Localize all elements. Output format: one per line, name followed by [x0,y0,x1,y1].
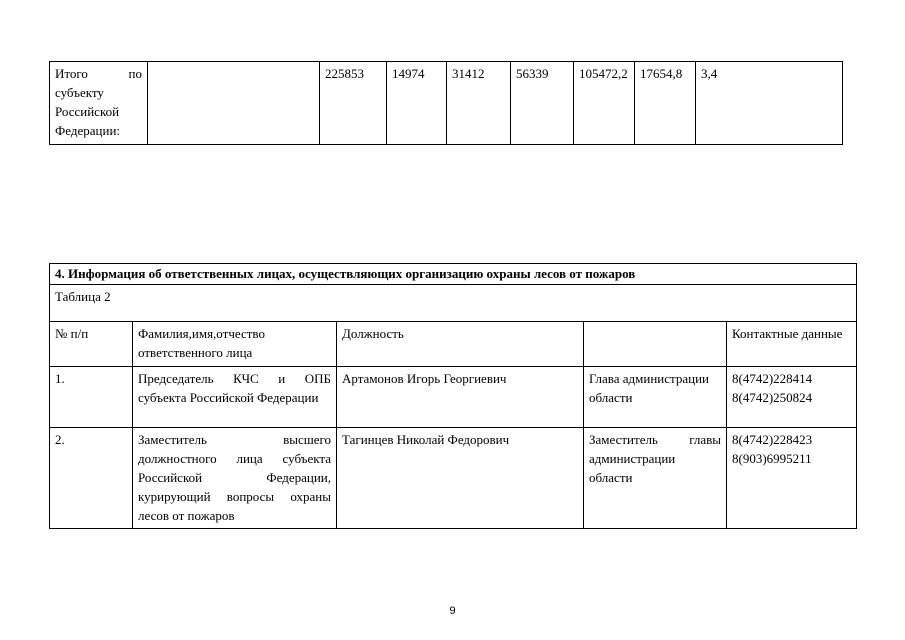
totals-value-cell: 225853 [320,62,387,145]
header-position: Должность [337,322,584,367]
row-name: Тагинцев Николай Федорович [337,428,584,529]
totals-label-line: Российской [55,104,120,119]
totals-value-cell: 105472,2 [574,62,635,145]
row-contacts: 8(4742)228423 8(903)6995211 [727,428,857,529]
row-role: Заместитель высшего должностного лица субъекта Российской Федерации, курирующий вопросы охраны лесов от пожаров [133,428,337,529]
header-contacts: Контактные данные [727,322,857,367]
row-contacts: 8(4742)228414 8(4742)250824 [727,367,857,428]
totals-label-cell [50,62,148,145]
table-row [50,367,857,428]
header-name: Фамилия,имя,отчество ответственного лица [133,322,337,367]
totals-label-line: Федерации: [55,123,121,138]
row-position: Заместитель главы администрации области [584,428,727,529]
section-title-row [50,264,857,285]
table-caption-row [50,285,857,322]
row-position: Глава администрации области [584,367,727,428]
totals-label-line [55,64,142,83]
totals-value-cell: 3,4 [696,62,843,145]
totals-empty-cell [148,62,320,145]
totals-table [49,61,843,145]
totals-label-word: Итого [55,66,88,81]
page-number: 9 [449,605,456,617]
table-caption: Таблица 2 [50,285,857,322]
totals-label-line: субъекту [55,85,104,100]
table-row [50,428,857,529]
header-row [50,322,857,367]
totals-value-cell: 56339 [511,62,574,145]
totals-value-cell: 31412 [447,62,511,145]
section-title: 4. Информация об ответственных лицах, осуществляющих организацию охраны лесов от пожаров [50,264,857,285]
row-num: 2. [50,428,133,529]
row-name: Артамонов Игорь Георгиевич [337,367,584,428]
header-blank [584,322,727,367]
totals-label-word: по [128,66,142,81]
header-num: № п/п [50,322,133,367]
totals-row [50,62,843,145]
officials-table [49,263,857,529]
totals-value-cell: 14974 [387,62,447,145]
row-num: 1. [50,367,133,428]
row-role: Председатель КЧС и ОПБ субъекта Российской Федерации [133,367,337,428]
totals-value-cell: 17654,8 [635,62,696,145]
